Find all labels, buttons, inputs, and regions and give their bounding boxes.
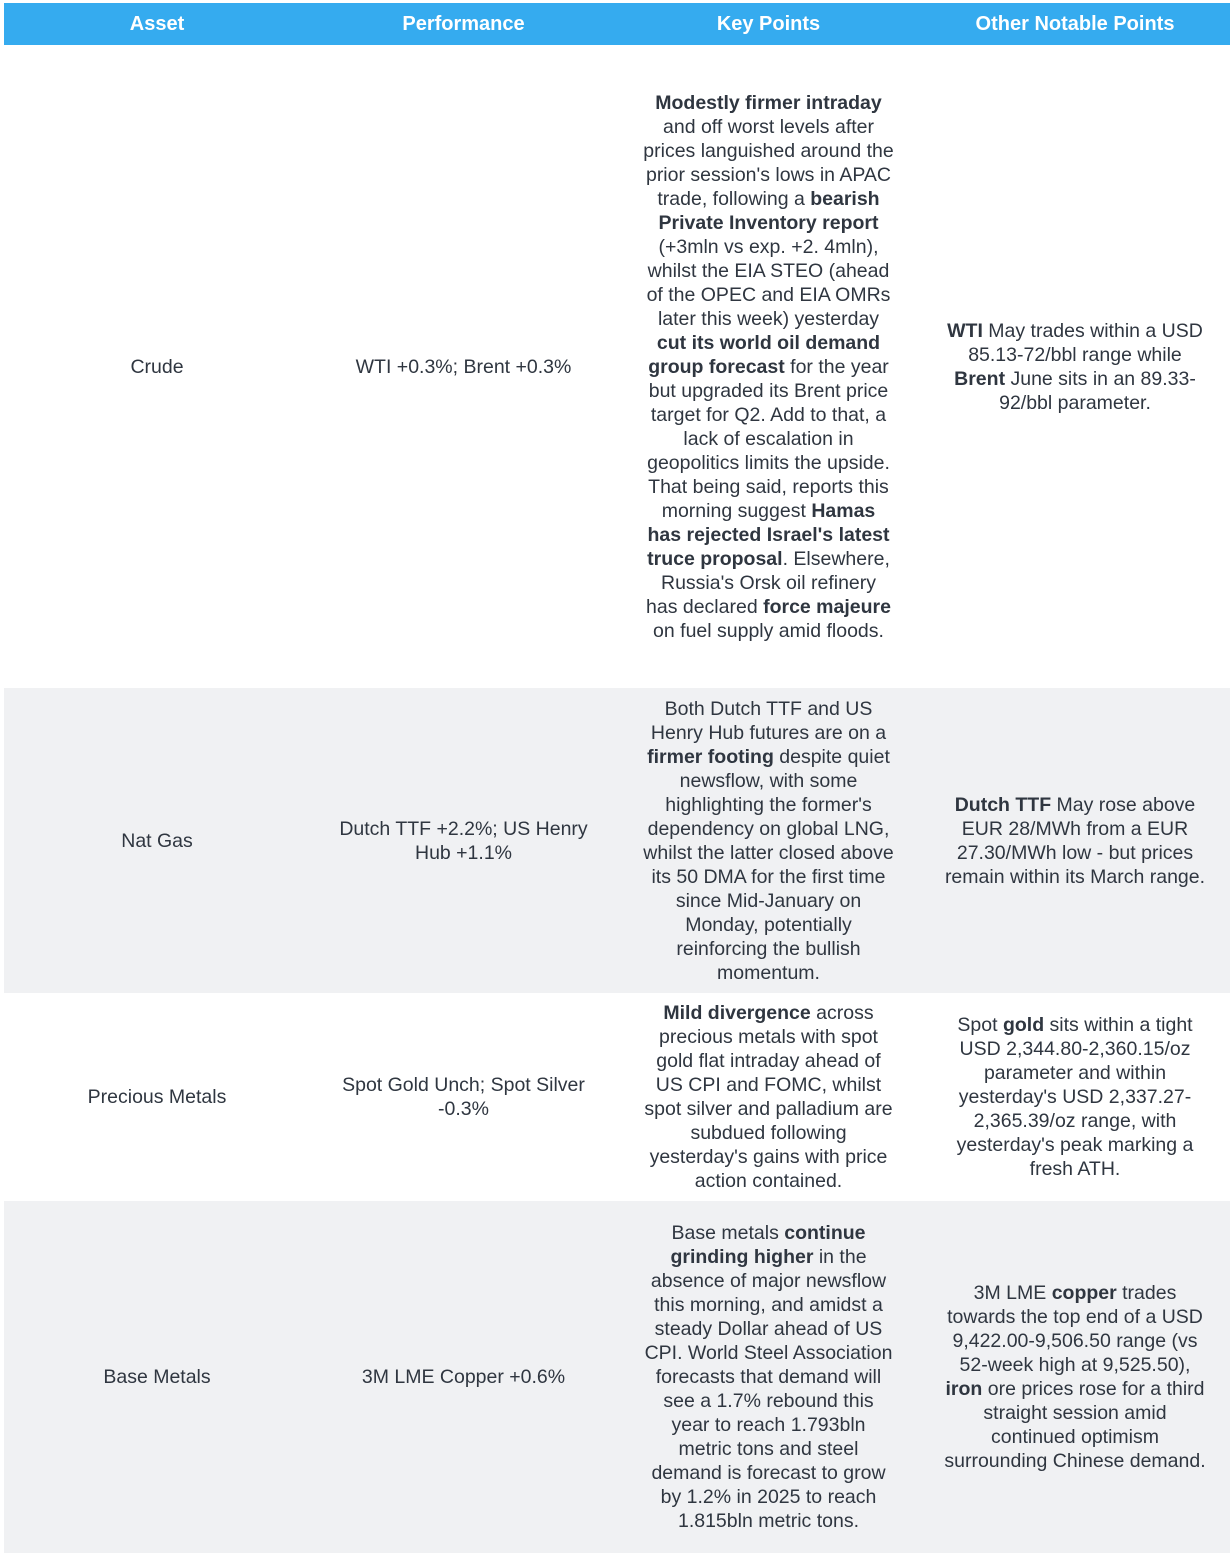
text-segment: May trades within a USD 85.13-72/bbl range while [968,319,1203,366]
text-segment: sits within a tight USD 2,344.80-2,360.15/oz parameter and within yesterday's USD 2,337.27-2,365.39/oz range, with yesterday's peak marking a fresh ATH. [956,1014,1194,1180]
asset-cell: Crude [130,355,184,378]
key-points-cell [617,993,920,1201]
table-row [4,1201,1230,1553]
other-notable-points-cell [920,688,1230,993]
text-segment: despite quiet newsflow, with some highlighting the former's dependency on global LNG, whilst the latter closed above its 50 DMA for the first time since Mid-January on Monday, potentially reinforcing the bullish momentum. [643,745,894,984]
bold-text-segment: firmer footing [647,745,774,768]
text-segment: . Elsewhere, Russia's Orsk oil refinery has declared [646,547,890,618]
header-key-points: Key Points [617,3,920,45]
text-segment: and off worst levels after prices languished around the prior session's lows in APAC trade, following a [643,115,894,210]
bold-text-segment: force majeure [763,595,891,618]
key-points-cell [617,688,920,993]
text-segment: across precious metals with spot gold flat intraday ahead of US CPI and FOMC, whilst spot silver and palladium are subdued following yesterday's gains with price action contained. [644,1002,893,1192]
bold-text-segment: gold [1002,1014,1045,1036]
other-notable-points-cell [920,1201,1230,1553]
bold-text-segment: Dutch TTF [954,793,1052,816]
text-segment: 3M LME [973,1282,1052,1304]
key-points-cell [617,1201,920,1553]
commodities-table [4,3,1230,1553]
header-performance: Performance [310,3,617,45]
other-notable-points-cell [920,45,1230,688]
performance-cell: Dutch TTF +2.2%; US Henry Hub +1.1% [310,688,617,993]
performance-cell: WTI +0.3%; Brent +0.3% [355,355,572,378]
bold-text-segment: Mild divergence [663,1002,811,1024]
bold-text-segment: Modestly firmer intraday [655,91,882,114]
text-segment: Spot [957,1014,1003,1036]
text-segment: on fuel supply amid floods. [653,619,884,642]
text-segment: Base metals [671,1222,785,1244]
text-segment: Both Dutch TTF and US Henry Hub futures are on a [650,697,887,744]
asset-cell: Base Metals [4,1201,310,1553]
bold-text-segment: Hamas has rejected Israel's latest truce proposal [647,499,890,570]
asset-cell: Nat Gas [4,688,310,993]
text-segment: for the year but upgraded its Brent price target for Q2. Add to that, a lack of escalation in geopolitics limits the upside. That being said, reports this morning suggest [647,355,890,522]
bold-text-segment: cut its world oil demand group forecast [648,331,881,378]
asset-cell: Precious Metals [87,1086,227,1108]
text-segment: June sits in an 89.33-92/bbl parameter. [999,367,1196,414]
header-other-notable-points: Other Notable Points [920,3,1230,45]
text-segment: trades towards the top end of a USD 9,422.00-9,506.50 range (vs 52-week high at 9,525.50), [947,1282,1203,1376]
key-points-cell [617,45,920,688]
bold-text-segment: WTI [947,319,983,342]
table-row [4,993,1230,1201]
header-row [4,3,1230,45]
text-segment: May rose above EUR 28/MWh from a EUR 27.30/MWh low - but prices remain within its March range. [944,793,1206,888]
table-row [4,688,1230,993]
bold-text-segment: bearish Private Inventory report [658,187,880,234]
bold-text-segment: copper [1051,1282,1117,1304]
bold-text-segment: Brent [954,367,1006,390]
performance-cell: 3M LME Copper +0.6% [310,1201,617,1553]
other-notable-points-cell [920,993,1230,1201]
bold-text-segment: continue grinding higher [670,1222,866,1268]
bold-text-segment: iron [945,1378,983,1400]
table-row [4,45,1230,688]
header-asset: Asset [4,3,310,45]
text-segment: (+3mln vs exp. +2. 4mln), whilst the EIA STEO (ahead of the OPEC and EIA OMRs later this week) yesterday [646,235,891,330]
performance-cell: Spot Gold Unch; Spot Silver -0.3% [342,1074,585,1120]
text-segment: in the absence of major newsflow this morning, and amidst a steady Dollar ahead of US CPI. World Steel Association forecasts that demand will see a 1.7% rebound this year to reach 1.793bln metric tons and steel demand is forecast to grow by 1.2% in 2025 to reach 1.815bln metric tons. [644,1246,893,1532]
text-segment: ore prices rose for a third straight session amid continued optimism surrounding Chinese demand. [944,1378,1206,1472]
